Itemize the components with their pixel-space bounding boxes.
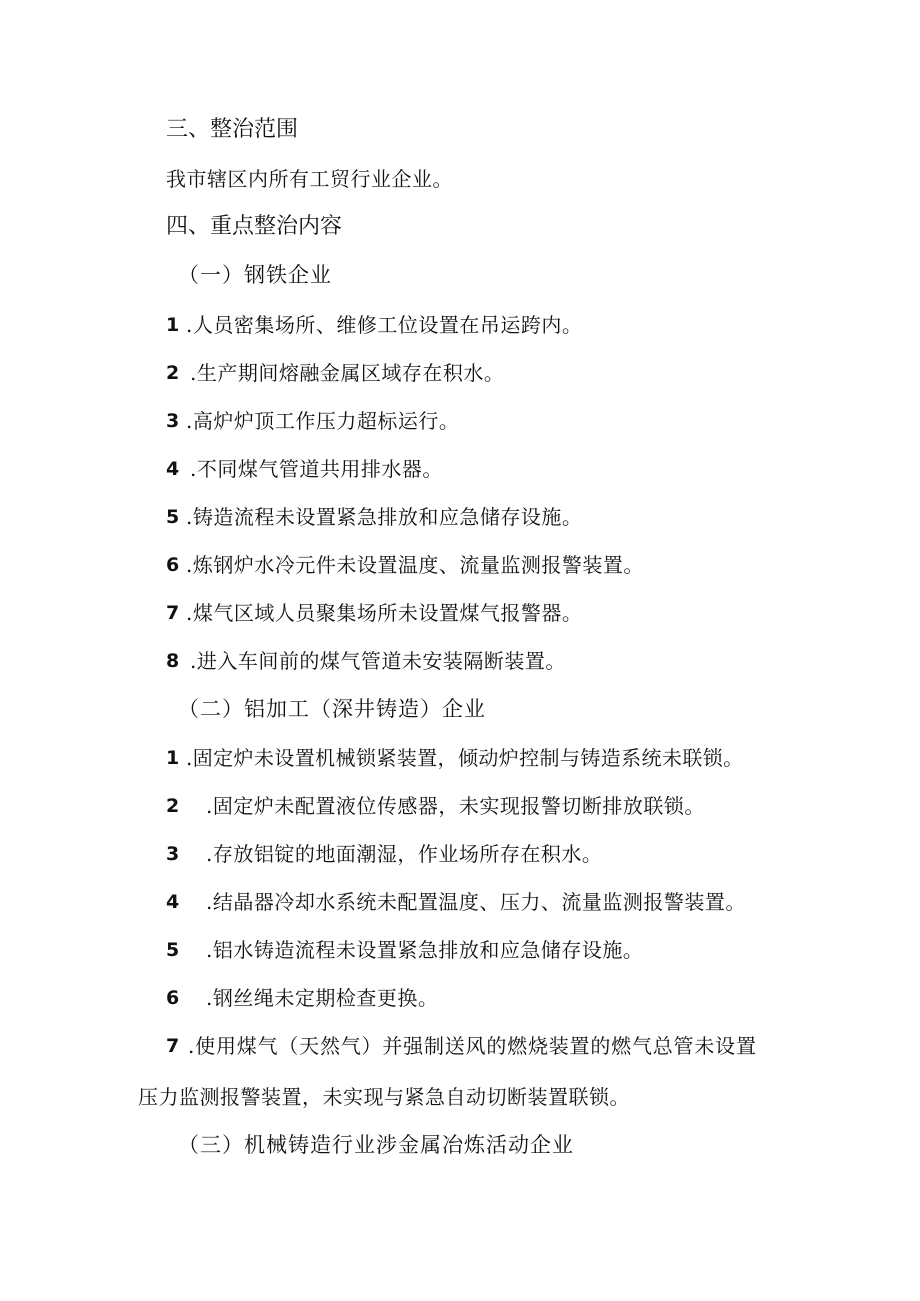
item-number: 3 (166, 410, 180, 432)
list-item (166, 452, 866, 486)
item-text-continuation: 压力监测报警装置，未实现与紧急自动切断装置联锁。 (138, 1085, 630, 1109)
item-number: 3 (166, 843, 180, 865)
list-item (166, 404, 866, 438)
list-item (166, 741, 886, 775)
list-item (166, 548, 866, 582)
subsection-title-machinery: （三）机械铸造行业涉金属冶炼活动企业 (178, 1133, 574, 1157)
item-number: 7 (166, 602, 180, 624)
item-number: 1 (166, 314, 180, 336)
item-text: .铝水铸造流程未设置紧急排放和应急储存设施。 (206, 938, 644, 962)
scope-text: 我市辖区内所有工贸行业企业。 (166, 167, 453, 191)
subsection-title-steel: （一）钢铁企业 (178, 263, 332, 287)
list-item (166, 308, 866, 342)
item-text: .铸造流程未设置紧急排放和应急储存设施。 (186, 505, 583, 529)
item-number: 6 (166, 554, 180, 576)
list-item (166, 644, 866, 678)
item-text: .高炉炉顶工作压力超标运行。 (186, 409, 460, 433)
item-text: .人员密集场所、维修工位设置在吊运跨内。 (186, 313, 583, 337)
list-item (166, 1029, 886, 1063)
section-heading-scope: 三、整治范围 (166, 117, 299, 142)
item-text: .固定炉未设置机械锁紧装置，倾动炉控制与铸造系统未联锁。 (186, 746, 744, 770)
list-item (166, 596, 866, 630)
list-item (166, 500, 866, 534)
list-item (166, 933, 886, 967)
item-text: .炼钢炉水冷元件未设置温度、流量监测报警装置。 (186, 553, 644, 577)
list-item (166, 981, 886, 1015)
item-number: 6 (166, 987, 180, 1009)
item-text: .进入车间前的煤气管道未安装隔断装置。 (190, 649, 566, 673)
section-heading-content: 四、重点整治内容 (166, 214, 343, 239)
item-number: 2 (166, 362, 180, 384)
item-text: .不同煤气管道共用排水器。 (190, 457, 443, 481)
list-item (166, 789, 886, 823)
list-item (166, 356, 866, 390)
item-number: 4 (166, 458, 180, 480)
item-number: 2 (166, 795, 180, 817)
item-text: .固定炉未配置液位传感器，未实现报警切断排放联锁。 (206, 794, 705, 818)
list-item (166, 885, 886, 919)
item-number: 4 (166, 891, 180, 913)
list-item (166, 837, 886, 871)
item-number: 5 (166, 506, 180, 528)
item-text: .钢丝绳未定期检查更换。 (206, 986, 439, 1010)
item-text: .使用煤气（天然气）并强制送风的燃烧装置的燃气总管未设置 (188, 1034, 757, 1058)
item-text: .煤气区域人员聚集场所未设置煤气报警器。 (186, 601, 583, 625)
item-number: 1 (166, 747, 180, 769)
item-number: 5 (166, 939, 180, 961)
item-number: 7 (166, 1035, 180, 1057)
subsection-title-aluminum: （二）铝加工（深井铸造）企业 (178, 697, 486, 721)
item-text: .存放铝锭的地面潮湿，作业场所存在积水。 (206, 842, 603, 866)
item-text: .结晶器冷却水系统未配置温度、压力、流量监测报警装置。 (206, 890, 746, 914)
item-text: .生产期间熔融金属区域存在积水。 (190, 361, 505, 385)
item-number: 8 (166, 650, 180, 672)
